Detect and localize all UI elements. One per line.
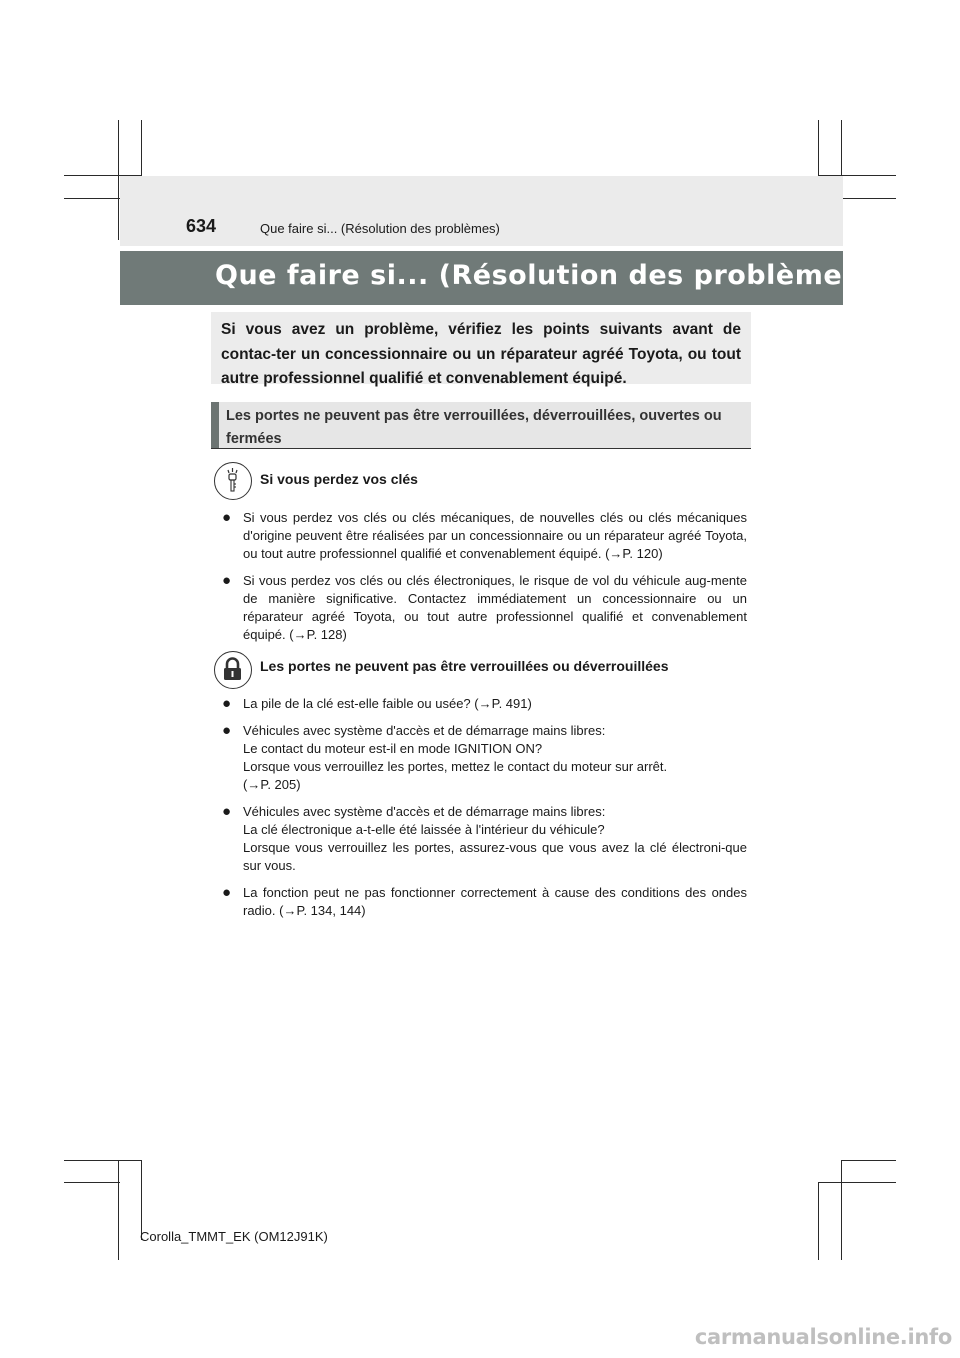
footer-document-code: Corolla_TMMT_EK (OM12J91K) <box>140 1229 328 1244</box>
bullet-icon: ● <box>222 572 232 589</box>
crop-mark <box>118 1160 119 1260</box>
crop-mark <box>841 1160 842 1260</box>
locks-list <box>222 695 747 929</box>
key-icon <box>214 462 252 500</box>
list-item: ● La fonction peut ne pas fonctionner correctement à cause des conditions des ondes radio. (→P. 134, 144) <box>222 884 747 918</box>
subsection-title-locks: Les portes ne peuvent pas être verrouillées ou déverrouillées <box>260 658 669 674</box>
crop-mark <box>141 1160 142 1240</box>
crop-mark <box>818 1182 896 1183</box>
lost-keys-list <box>222 509 747 653</box>
section-heading-bar <box>211 402 219 448</box>
list-item: ● Véhicules avec système d'accès et de démarrage mains libres: La clé électronique a-t-elle été laissée à l'intérieur du véhicule? Lorsque vous verrouillez les portes, assurez-vous que vous avez la clé électroni-que sur vous. <box>222 803 747 873</box>
bullet-icon: ● <box>222 509 232 526</box>
running-head: Que faire si... (Résolution des problèmes) <box>260 221 500 236</box>
bullet-icon: ● <box>222 884 232 901</box>
padlock-icon <box>214 651 252 689</box>
crop-mark <box>841 1160 896 1161</box>
crop-mark <box>818 1182 819 1260</box>
crop-mark <box>118 120 119 240</box>
crop-mark <box>64 198 120 199</box>
intro-text: Si vous avez un problème, vérifiez les points suivants avant de contac-ter un concessionnaire ou un réparateur agréé Toyota, ou tout autre professionnel qualifié et convenablement équipé. <box>221 321 741 387</box>
page-number: 634 <box>186 216 217 236</box>
bullet-icon: ● <box>222 722 232 739</box>
subsection-title-lost-keys: Si vous perdez vos clés <box>260 471 418 487</box>
bullet-icon: ● <box>222 695 232 712</box>
list-item: ● Si vous perdez vos clés ou clés mécaniques, de nouvelles clés ou clés mécaniques d'origine peuvent être réalisées par un concessionnaire ou un réparateur agréé Toyota, ou tout autre professionnel qualifié et convenablement équipé. (→P. 120) <box>222 509 747 561</box>
list-item: ● Véhicules avec système d'accès et de démarrage mains libres: Le contact du moteur est-il en mode IGNITION ON? Lorsque vous verrouillez les portes, mettez le contact du moteur sur arrêt. (→P. 205) <box>222 722 668 792</box>
watermark: carmanualsonline.info <box>694 1325 952 1349</box>
chapter-title: Que faire si... (Résolution des problèmes) <box>215 260 872 291</box>
crop-mark <box>841 198 896 199</box>
list-item: ● Si vous perdez vos clés ou clés électroniques, le risque de vol du véhicule aug-mente de manière significative. Contactez immédiatement un concessionnaire ou un réparateur agréé Toyota, ou tout autre professionnel qualifié et convenablement équipé. (→P. 128) <box>222 572 747 642</box>
section-heading: Les portes ne peuvent pas être verrouillées, déverrouillées, ouvertes ou fermées <box>226 408 722 447</box>
bullet-icon: ● <box>222 803 232 820</box>
crop-mark <box>64 1182 120 1183</box>
list-item: ● La pile de la clé est-elle faible ou usée? (→P. 491) <box>222 695 532 712</box>
crop-mark <box>64 1160 142 1161</box>
